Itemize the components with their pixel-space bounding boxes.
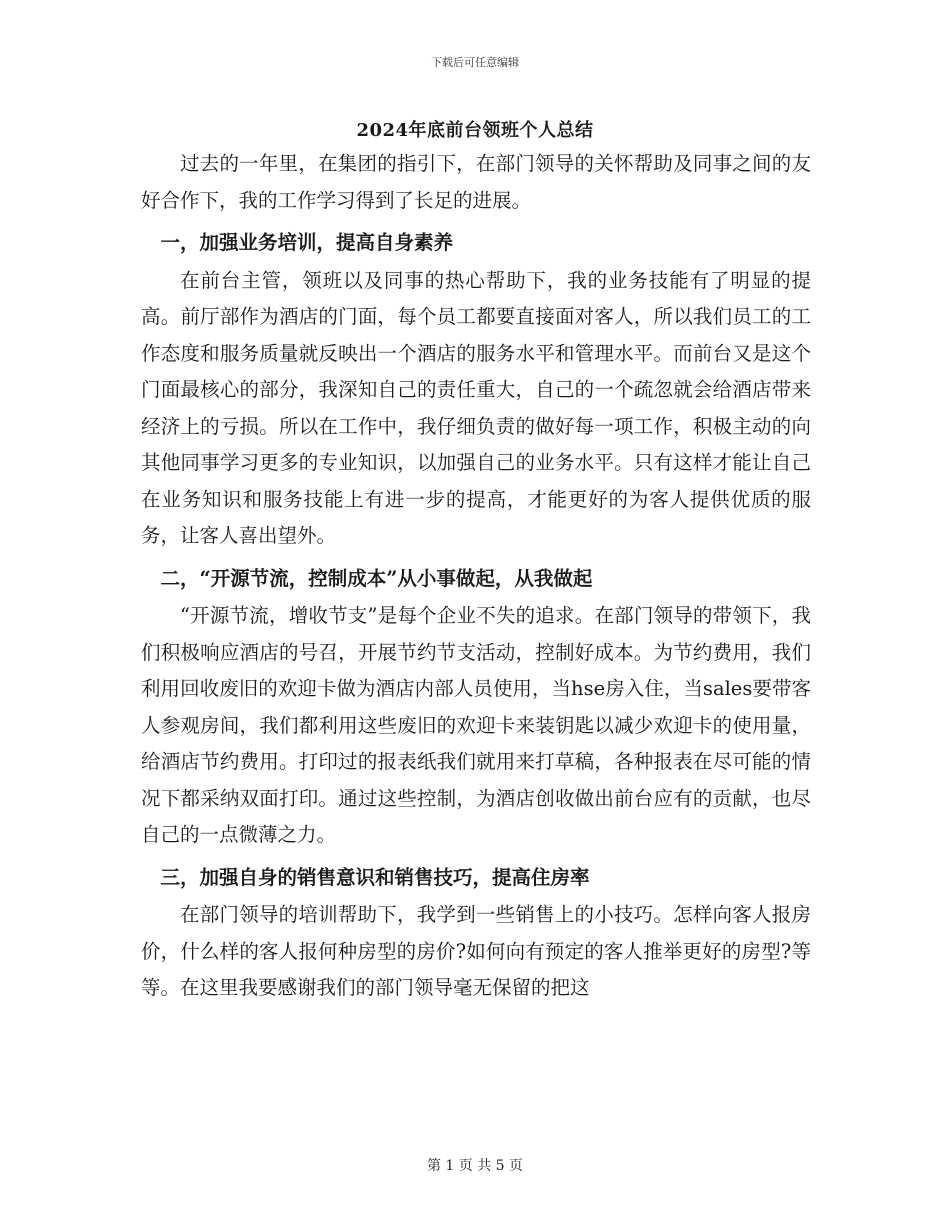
section-1-paragraph: 在前台主管，领班以及同事的热心帮助下，我的业务技能有了明显的提高。前厅部作为酒店的门面，每个员工都要直接面对客人，所以我们员工的工作态度和服务质量就反映出一个酒店的服务水平和管理水平。而前台又是这个门面最核心的部分，我深知自己的责任重大，自己的一个疏忽就会给酒店带来经济上的亏损。所以在工作中，我仔细负责的做好每一项工作，积极主动的向其他同事学习更多的专业知识，以加强自己的业务水平。只有这样才能让自己在业务知识和服务技能上有进一步的提高，才能更好的为客人提供优质的服务，让客人喜出望外。 — [141, 268, 811, 547]
intro-paragraph: 过去的一年里，在集团的指引下，在部门领导的关怀帮助及同事之间的友好合作下，我的工作学习得到了长足的进展。 — [141, 152, 811, 212]
section-2-heading: 二，“开源节流，控制成本”从小事做起，从我做起 — [160, 566, 593, 590]
section-1-heading: 一，加强业务培训，提高自身素养 — [160, 231, 454, 254]
document-title: 2024年底前台领班个人总结 — [356, 120, 594, 141]
section-2-paragraph: “开源节流，增收节支”是每个企业不失的追求。在部门领导的带领下，我们积极响应酒店的号召，开展节约节支活动，控制好成本。为节约费用，我们利用回收废旧的欢迎卡做为酒店内部人员使用，当hse房入住，当sales要带客人参观房间，我们都利用这些废旧的欢迎卡来装钥匙以减少欢迎卡的使用量，给酒店节约费用。打印过的报表纸我们就用来打草稿，各种报表在尽可能的情况下都采纳双面打印。通过这些控制，为酒店创收做出前台应有的贡献，也尽自己的一点微薄之力。 — [141, 604, 811, 846]
section-3-paragraph: 在部门领导的培训帮助下，我学到一些销售上的小技巧。怎样向客人报房价，什么样的客人报何种房型的房价?如何向有预定的客人推举更好的房型?等等。在这里我要感谢我们的部门领导毫无保留的把这 — [141, 903, 811, 999]
document-body — [141, 146, 811, 1007]
section-3-heading: 三，加强自身的销售意识和销售技巧，提高住房率 — [160, 865, 590, 889]
header-note: 下载后可任意编辑 — [431, 56, 519, 69]
page-number: 第 1 页 共 5 页 — [426, 1158, 524, 1174]
